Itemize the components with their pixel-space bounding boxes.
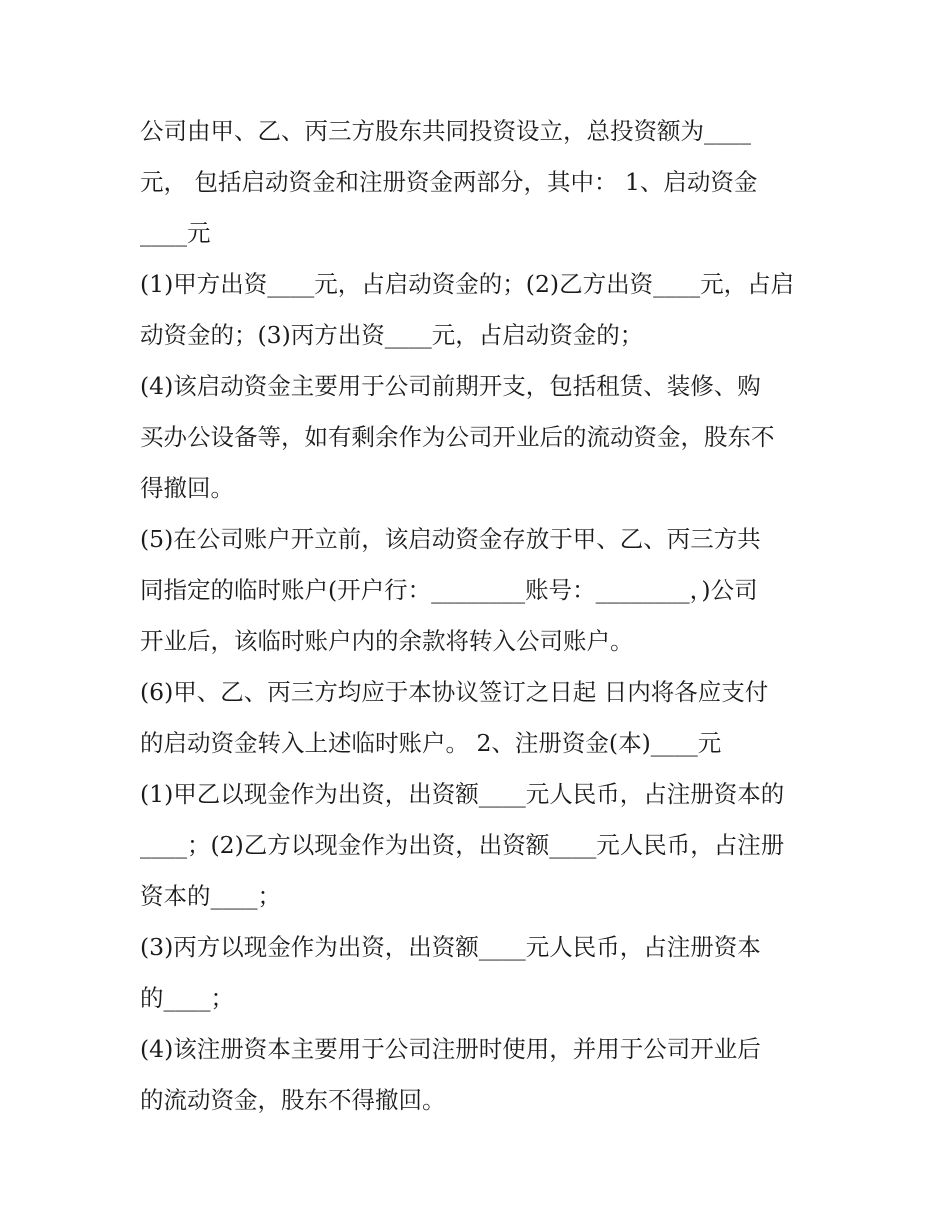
text-line: (6)甲、乙、丙三方均应于本协议签订之日起 日内将各应支付 [140, 678, 769, 706]
text-line: 得撤回。 [140, 474, 234, 502]
text-line: (1)甲乙以现金作为出资，出资额____元人民币，占注册资本的 [140, 780, 785, 808]
text-line: (3)丙方以现金作为出资，出资额____元人民币，占注册资本 [140, 933, 761, 961]
text-line: (4)该注册资本主要用于公司注册时使用，并用于公司开业后 [140, 1035, 761, 1063]
text-line: (5)在公司账户开立前，该启动资金存放于甲、乙、丙三方共 [140, 525, 761, 553]
text-line: 动资金的；(3)丙方出资____元，占启动资金的； [140, 321, 644, 349]
text-line: 资本的____； [140, 882, 281, 910]
text-line: (4)该启动资金主要用于公司前期开支，包括租赁、装修、购 [140, 372, 761, 400]
text-line: ____元 [140, 219, 211, 247]
text-line: 开业后，该临时账户内的余款将转入公司账户。 [140, 627, 634, 655]
text-line: 公司由甲、乙、丙三方股东共同投资设立，总投资额为____ [140, 117, 751, 145]
text-line: 的流动资金，股东不得撤回。 [140, 1086, 446, 1114]
text-line: 买办公设备等，如有剩余作为公司开业后的流动资金，股东不 [140, 423, 775, 451]
text-line: (1)甲方出资____元，占启动资金的；(2)乙方出资____元，占启 [140, 270, 795, 298]
text-line: 的启动资金转入上述临时账户。 2、注册资金(本)____元 [140, 729, 722, 757]
text-line: 元， 包括启动资金和注册资金两部分，其中： 1、启动资金 [140, 168, 758, 196]
text-line: 同指定的临时账户(开户行：________账号：________，)公司 [140, 576, 758, 604]
text-line: ____；(2)乙方以现金作为出资，出资额____元人民币，占注册 [140, 831, 785, 859]
document-body [140, 106, 830, 1126]
text-line: 的____； [140, 984, 234, 1012]
